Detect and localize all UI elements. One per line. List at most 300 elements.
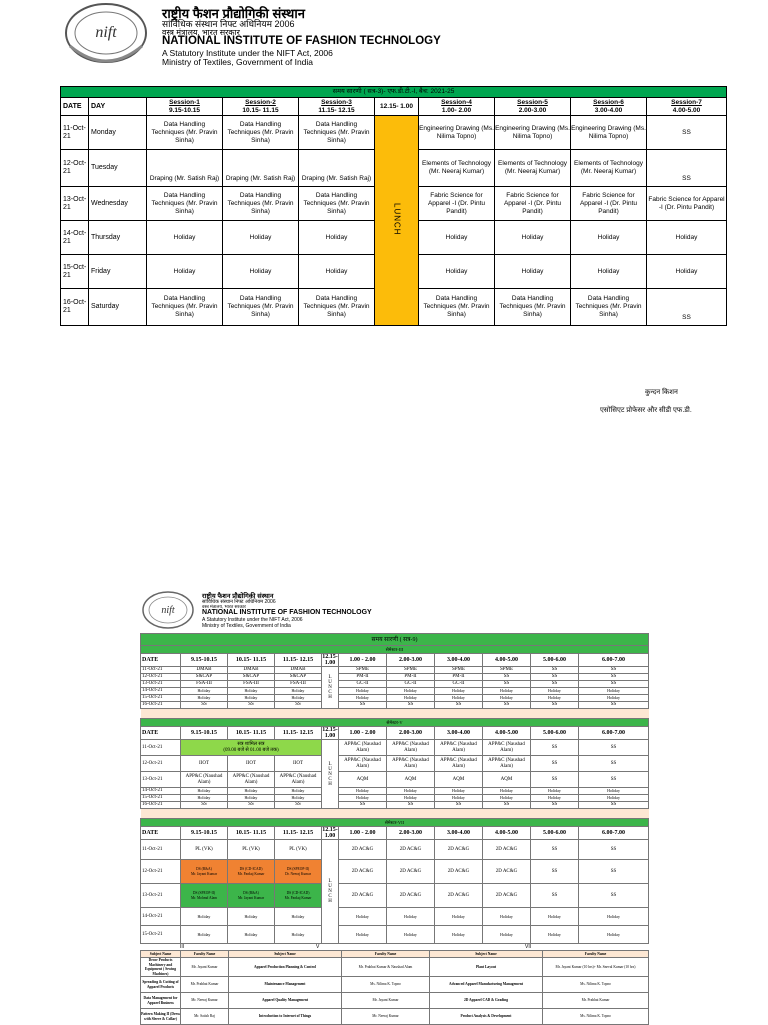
- class-cell: SS: [181, 702, 228, 709]
- elective-subject: DS (CD-ICAD): [286, 891, 310, 896]
- elective-faculty: Mr. Pankaj Kumar: [237, 871, 265, 876]
- class-cell: 2D AC&G: [483, 840, 531, 860]
- class-cell: Holiday: [147, 221, 223, 255]
- class-cell: 2D AC&G: [435, 840, 483, 860]
- table-row: [141, 688, 649, 695]
- class-cell: AQM: [483, 772, 531, 788]
- col-date: DATE: [141, 654, 181, 667]
- subject-cell: Spreading & Cutting of Apparel Products: [141, 977, 181, 993]
- col-time: 9.15-10.15: [181, 654, 228, 667]
- faculty-cell: Ms. Nilima K. Topno: [543, 1009, 649, 1025]
- class-cell: Holiday: [419, 221, 495, 255]
- lunch-letter: H: [328, 781, 332, 787]
- table-row: [141, 926, 649, 944]
- faculty-cell: Mr. Jayant Kumar (10 hrs)+ Mr. Sneval Kumar (10 hrs): [543, 958, 649, 977]
- class-cell: Holiday: [181, 688, 228, 695]
- class-cell: SS: [339, 802, 387, 809]
- class-cell: Holiday: [483, 788, 531, 795]
- statutory-line: A Statutory Institute under the NIFT Act, 2006: [162, 48, 333, 58]
- col-time: 4.00-5.00: [483, 727, 531, 740]
- class-cell: Holiday: [275, 795, 322, 802]
- header-row: [61, 98, 727, 116]
- class-cell: Holiday: [339, 926, 387, 944]
- col-time: 10.15- 11.15: [228, 727, 275, 740]
- table-row: [141, 674, 649, 681]
- roman-label: V: [316, 944, 320, 950]
- timetable-title: समय सारणी ( सत्र-3)- एफ.डी.टी.-I, बैच: 2021-25: [61, 87, 727, 98]
- table-row: [141, 977, 649, 993]
- elective-cell: [275, 860, 322, 884]
- class-cell: SS: [531, 802, 579, 809]
- class-cell: Holiday: [299, 255, 375, 289]
- lunch-column: LUNCH: [375, 116, 419, 326]
- col-header: Subject Name: [141, 951, 181, 958]
- table-row: [141, 695, 649, 702]
- col-day: DAY: [89, 98, 147, 116]
- date-cell: 11-Oct-21: [141, 740, 181, 756]
- class-cell: Holiday: [181, 795, 228, 802]
- date-cell: 11-Oct-21: [61, 116, 89, 150]
- class-cell: SS: [387, 702, 435, 709]
- elective-faculty: Mr. Pankaj Kumar: [284, 895, 312, 900]
- class-cell: Draping (Mr. Satish Raj): [299, 150, 375, 187]
- semester-label: सेमेस्टर-V: [141, 719, 649, 727]
- col-time: 11.15- 12.15: [275, 654, 322, 667]
- class-cell: Fabric Science for Apparel -I (Dr. Pintu Pandit): [419, 187, 495, 221]
- class-cell: Data Handling Techniques (Mr. Pravin Sinha): [223, 116, 299, 150]
- col-time: 9.15-10.15: [181, 827, 228, 840]
- col-header: Subject Name: [229, 951, 342, 958]
- class-cell: APP&C (Naushad Alam): [181, 772, 228, 788]
- subject-cell: Decor Products Machinery and Equipment ( Sewing Machines): [141, 958, 181, 977]
- class-cell: IIOT: [275, 756, 322, 772]
- date-cell: 14-Oct-21: [141, 908, 181, 926]
- class-cell: SS: [531, 674, 579, 681]
- class-cell: PL (VK): [275, 840, 322, 860]
- elective-faculty: Mr. Mohmd Alam: [190, 895, 218, 900]
- table-row: [141, 802, 649, 809]
- class-cell: SS: [483, 702, 531, 709]
- class-cell: Holiday: [647, 255, 727, 289]
- class-cell: 2D AC&G: [339, 860, 387, 884]
- class-cell: SS: [579, 702, 649, 709]
- semester-label: सेमेस्टर-III: [141, 646, 649, 654]
- class-cell: APP&C (Naushad Alam): [483, 740, 531, 756]
- class-cell: APP&C (Naushad Alam): [387, 756, 435, 772]
- class-cell: Holiday: [495, 255, 571, 289]
- class-cell: Elements of Technology (Mr. Neeraj Kumar): [495, 150, 571, 187]
- class-cell: FSA-III: [275, 681, 322, 688]
- table-row: [141, 756, 649, 772]
- day-cell: Tuesday: [89, 150, 147, 187]
- class-cell: Holiday: [228, 688, 275, 695]
- class-cell: APP&C (Naushad Alam): [387, 740, 435, 756]
- class-cell: Holiday: [531, 688, 579, 695]
- class-cell: SS: [579, 840, 649, 860]
- timetable-semester-3: [60, 86, 727, 326]
- class-cell: Holiday: [228, 908, 275, 926]
- class-cell: Holiday: [228, 788, 275, 795]
- subject-rows: [141, 958, 649, 1025]
- class-cell: Holiday: [275, 788, 322, 795]
- class-cell: SS: [531, 860, 579, 884]
- class-cell: Holiday: [435, 795, 483, 802]
- class-cell: SS: [531, 702, 579, 709]
- class-cell: 2D AC&G: [435, 860, 483, 884]
- semester-5-rows: [141, 740, 649, 809]
- semester-label: सेमेस्टर-VII: [141, 819, 649, 827]
- class-cell: Holiday: [387, 795, 435, 802]
- class-cell: Holiday: [181, 908, 228, 926]
- elective-cell: [181, 884, 228, 908]
- date-cell: 15-Oct-21: [61, 255, 89, 289]
- col-header: Faculty Name: [342, 951, 430, 958]
- subject-cell: 2D Apparel CAD & Grading: [430, 993, 543, 1009]
- faculty-cell: Ms. Nilima K. Topno: [342, 977, 430, 993]
- class-cell: SS: [228, 802, 275, 809]
- col-time: 2.00-3.00: [387, 827, 435, 840]
- class-cell: Holiday: [435, 788, 483, 795]
- col-time: 3.00-4.00: [435, 727, 483, 740]
- nift-logo-seal: [60, 2, 152, 64]
- svg-text:nift: nift: [161, 605, 175, 616]
- lunch-column: [322, 667, 339, 709]
- date-cell: 12-Oct-21: [141, 674, 181, 681]
- class-cell: Holiday: [435, 908, 483, 926]
- class-cell: SS: [579, 772, 649, 788]
- col-time: 6.00-7.00: [579, 654, 649, 667]
- roman-label: III: [180, 944, 185, 950]
- class-cell: Holiday: [223, 255, 299, 289]
- class-cell: Holiday: [228, 695, 275, 702]
- class-cell: APP&C (Naushad Alam): [435, 756, 483, 772]
- class-cell: 2D AC&G: [387, 840, 435, 860]
- header-row: [141, 727, 649, 740]
- col-session-6: Session-6 3.00-4.00: [571, 98, 647, 116]
- class-cell: Draping (Mr. Satish Raj): [223, 150, 299, 187]
- class-cell: PM-II: [435, 674, 483, 681]
- ministry-line: Ministry of Textiles, Government of India: [162, 57, 314, 67]
- class-cell: GC-II: [387, 681, 435, 688]
- table-row: [141, 958, 649, 977]
- faculty-cell: Mr. Neeraj Kumar: [342, 1009, 430, 1025]
- class-cell: PL (VK): [228, 840, 275, 860]
- lunch-letter: C: [328, 894, 332, 899]
- svg-text:nift: nift: [95, 24, 117, 41]
- lunch-letter: N: [328, 889, 332, 894]
- class-cell: SS: [647, 116, 727, 150]
- elective-cell: [181, 860, 228, 884]
- class-cell: Holiday: [275, 908, 322, 926]
- merged-session-time: (09.00 बजे से 01.00 बजे तक): [223, 747, 279, 753]
- faculty-cell: Ms. Nilima K. Topno: [543, 977, 649, 993]
- class-cell: Holiday: [483, 695, 531, 702]
- faculty-cell: Mr. Jayant Kumar: [181, 958, 229, 977]
- lunch-letter: L: [328, 761, 332, 767]
- elective-subject: DS (SPEOP-II): [192, 891, 216, 896]
- institute-title: NATIONAL INSTITUTE OF FASHION TECHNOLOGY: [202, 609, 372, 616]
- class-cell: SS: [579, 667, 649, 674]
- col-time: 1.00 - 2.00: [339, 654, 387, 667]
- subject-cell: Apparel Quality Management: [229, 993, 342, 1009]
- class-cell: Elements of Technology (Mr. Neeraj Kumar): [419, 150, 495, 187]
- date-cell: 11-Oct-21: [141, 840, 181, 860]
- lunch-letter: U: [328, 884, 332, 889]
- class-cell: SS: [275, 702, 322, 709]
- institute-header: [60, 2, 441, 67]
- date-cell: 15-Oct-21: [141, 695, 181, 702]
- class-cell: Fabric Science for Apparel -I (Dr. Pintu Pandit): [495, 187, 571, 221]
- date-cell: 16-Oct-21: [141, 802, 181, 809]
- day-cell: Friday: [89, 255, 147, 289]
- date-cell: 13-Oct-21: [141, 772, 181, 788]
- class-cell: Engineering Drawing (Ms. Nilima Topno): [419, 116, 495, 150]
- faculty-cell: Mr. Satish Raj: [181, 1009, 229, 1025]
- table-row: [141, 772, 649, 788]
- class-cell: Holiday: [579, 795, 649, 802]
- class-cell: GC-II: [435, 681, 483, 688]
- class-cell: Holiday: [339, 788, 387, 795]
- col-session-5: Session-5 2.00-3.00: [495, 98, 571, 116]
- class-cell: Fabric Science for Apparel -I (Dr. Pintu Pandit): [571, 187, 647, 221]
- roman-label: VII: [525, 944, 532, 950]
- col-date: DATE: [141, 727, 181, 740]
- header-row: [141, 654, 649, 667]
- col-session-3: Session-3 11.15- 12.15: [299, 98, 375, 116]
- col-time: 11.15- 12.15: [275, 727, 322, 740]
- class-cell: Holiday: [571, 221, 647, 255]
- lunch-letter: L: [328, 675, 332, 680]
- class-cell: Data Handling Techniques (Mr. Pravin Sinha): [419, 289, 495, 326]
- class-cell: PL (VK): [181, 840, 228, 860]
- class-cell: Data Handling Techniques (Mr. Pravin Sinha): [147, 187, 223, 221]
- class-cell: 2D AC&G: [483, 860, 531, 884]
- faculty-cell: Mr. Prabhat Kumar: [181, 977, 229, 993]
- col-time: 11.15- 12.15: [275, 827, 322, 840]
- col-time: 5.00-6.00: [531, 827, 579, 840]
- spacer: [141, 809, 649, 819]
- class-cell: IIOT: [228, 756, 275, 772]
- class-cell: AQM: [435, 772, 483, 788]
- class-cell: PM-II: [387, 674, 435, 681]
- class-cell: Holiday: [275, 926, 322, 944]
- class-cell: Holiday: [339, 688, 387, 695]
- class-cell: Holiday: [228, 795, 275, 802]
- semester-3-rows: [141, 667, 649, 709]
- elective-subject: DS (SPEOP-II): [286, 867, 310, 872]
- lunch-column: [322, 740, 339, 809]
- class-cell: Holiday: [647, 221, 727, 255]
- class-cell: Data Handling Techniques (Mr. Pravin Sinha): [495, 289, 571, 326]
- class-cell: 2D AC&G: [483, 884, 531, 908]
- class-cell: Holiday: [419, 255, 495, 289]
- class-cell: 2D AC&G: [435, 884, 483, 908]
- col-time: 1.00 - 2.00: [339, 827, 387, 840]
- lunch-letter: U: [328, 766, 332, 772]
- class-cell: AQM: [387, 772, 435, 788]
- elective-faculty: Mr. Jayant Kumar: [237, 895, 265, 900]
- date-cell: 14-Oct-21: [61, 221, 89, 255]
- class-cell: Holiday: [435, 688, 483, 695]
- table-row: [141, 908, 649, 926]
- date-cell: 16-Oct-21: [61, 289, 89, 326]
- class-cell: Data Handling Techniques (Mr. Pravin Sinha): [147, 289, 223, 326]
- hindi-subtitle: सांविधिक संस्थान निफ्ट अधिनियम 2006: [162, 19, 295, 29]
- col-time: 12.15- 1.00: [322, 654, 338, 666]
- subject-cell: Introduction to Internet of Things: [229, 1009, 342, 1025]
- class-cell: Holiday: [483, 926, 531, 944]
- timetable-grid: [140, 633, 649, 944]
- faculty-cell: Mr. Prabhat Kumar & Naushad Alam: [342, 958, 430, 977]
- class-cell: APP&C (Naushad Alam): [483, 756, 531, 772]
- class-cell: SS: [339, 702, 387, 709]
- class-cell: SS: [579, 681, 649, 688]
- date-cell: 11-Oct-21: [141, 667, 181, 674]
- date-cell: 12-Oct-21: [141, 756, 181, 772]
- table-row: [141, 795, 649, 802]
- elective-faculty: Dr. Neeraj Kumar: [285, 871, 311, 876]
- table-row: [141, 788, 649, 795]
- class-cell: Holiday: [275, 695, 322, 702]
- class-cell: Data Handling Techniques (Mr. Pravin Sinha): [299, 187, 375, 221]
- class-cell: Holiday: [531, 695, 579, 702]
- table-row: [141, 740, 649, 756]
- class-cell: APP&C (Naushad Alam): [228, 772, 275, 788]
- col-date: DATE: [61, 98, 89, 116]
- class-cell: Holiday: [228, 926, 275, 944]
- class-cell: SS: [647, 289, 727, 326]
- class-cell: SS: [435, 802, 483, 809]
- table-row: [141, 681, 649, 688]
- class-cell: 2D AC&G: [339, 884, 387, 908]
- class-cell: Holiday: [387, 908, 435, 926]
- col-time: 2.00-3.00: [387, 727, 435, 740]
- col-time: 9.15-10.15: [181, 727, 228, 740]
- class-cell: SS: [483, 681, 531, 688]
- class-cell: Draping (Mr. Satish Raj): [147, 150, 223, 187]
- class-cell: Engineering Drawing (Ms. Nilima Topno): [495, 116, 571, 150]
- subject-cell: Plant Layout: [430, 958, 543, 977]
- semester-roman-labels: [140, 944, 648, 950]
- class-cell: DMAB: [275, 667, 322, 674]
- class-cell: FSA-III: [228, 681, 275, 688]
- col-date: DATE: [141, 827, 181, 840]
- subject-cell: Product Analysis & Development: [430, 1009, 543, 1025]
- lunch-letter: L: [328, 879, 332, 884]
- elective-subject: DS (CD-ICAD): [239, 867, 263, 872]
- class-cell: SS: [647, 150, 727, 187]
- class-cell: Data Handling Techniques (Mr. Pravin Sinha): [223, 289, 299, 326]
- col-time: 5.00-6.00: [531, 727, 579, 740]
- col-session-2: Session-2 10.15- 11.15: [223, 98, 299, 116]
- class-cell: SPME: [387, 667, 435, 674]
- hindi-title: राष्ट्रीय फैशन प्रौद्योगिकी संस्थान: [162, 6, 305, 21]
- class-cell: SS: [579, 740, 649, 756]
- class-cell: Data Handling Techniques (Mr. Pravin Sinha): [223, 187, 299, 221]
- col-time: 4.00-5.00: [483, 654, 531, 667]
- merged-session-title: सत्र शामिल सत्र: [237, 741, 265, 747]
- date-cell: 13-Oct-21: [141, 884, 181, 908]
- col-time: 1.00 - 2.00: [339, 727, 387, 740]
- timetable-title: समय सारणी ( सत्र-9): [141, 634, 649, 646]
- class-cell: FSA-III: [181, 681, 228, 688]
- class-cell: SS: [181, 802, 228, 809]
- class-cell: SS: [387, 802, 435, 809]
- day-cell: Saturday: [89, 289, 147, 326]
- class-cell: S&CAP: [228, 674, 275, 681]
- lunch-letter: U: [328, 680, 332, 685]
- institute-header-small: [140, 590, 372, 630]
- faculty-cell: Mr. Neeraj Kumar: [181, 993, 229, 1009]
- class-cell: Holiday: [339, 795, 387, 802]
- col-time: 3.00-4.00: [435, 827, 483, 840]
- col-time: 12.15- 1.00: [322, 827, 338, 839]
- signature-title: एसोसिएट प्रोफेसर और सीडी एफ.डी.: [600, 407, 692, 414]
- class-cell: Holiday: [579, 788, 649, 795]
- class-cell: Holiday: [147, 255, 223, 289]
- date-cell: 15-Oct-21: [141, 926, 181, 944]
- table-row: [141, 702, 649, 709]
- class-cell: SS: [483, 674, 531, 681]
- class-cell: SS: [531, 667, 579, 674]
- elective-faculty: Mr. Jayant Kumar: [190, 871, 218, 876]
- class-cell: Holiday: [339, 908, 387, 926]
- date-cell: 12-Oct-21: [141, 860, 181, 884]
- elective-subject: DS (R&A): [243, 891, 259, 896]
- class-cell: SS: [579, 674, 649, 681]
- col-lunch-time: 12.15- 1.00: [375, 98, 419, 116]
- lunch-column: [322, 840, 339, 944]
- semester-7-rows: [141, 840, 649, 944]
- spacer: [141, 709, 649, 719]
- class-cell: Holiday: [579, 926, 649, 944]
- class-cell: Holiday: [483, 795, 531, 802]
- class-cell: Data Handling Techniques (Mr. Pravin Sinha): [299, 289, 375, 326]
- col-time: 3.00-4.00: [435, 654, 483, 667]
- subject-cell: Pattern Making II (Dress with Sleeve & Collar): [141, 1009, 181, 1025]
- lunch-letter: H: [328, 899, 332, 904]
- col-session-1: Session-1 9.15-10.15: [147, 98, 223, 116]
- ministry-line: Ministry of Textiles, Government of India: [202, 623, 291, 629]
- elective-cell: [228, 884, 275, 908]
- class-cell: Holiday: [299, 221, 375, 255]
- class-cell: AQM: [339, 772, 387, 788]
- col-header: Faculty Name: [181, 951, 229, 958]
- class-cell: Holiday: [435, 926, 483, 944]
- class-cell: SS: [275, 802, 322, 809]
- class-cell: APP&C (Naushad Alam): [339, 756, 387, 772]
- class-cell: GC-II: [339, 681, 387, 688]
- class-cell: SS: [531, 681, 579, 688]
- class-cell: Holiday: [531, 908, 579, 926]
- subject-cell: Advanced Apparel Manufacturing Management: [430, 977, 543, 993]
- class-cell: Holiday: [181, 695, 228, 702]
- class-cell: Holiday: [531, 788, 579, 795]
- table-row: [61, 116, 727, 150]
- date-cell: 16-Oct-21: [141, 702, 181, 709]
- class-cell: S&CAP: [275, 674, 322, 681]
- date-cell: 15-Oct-21: [141, 795, 181, 802]
- col-session-7: Session-7 4.00-5.00: [647, 98, 727, 116]
- class-cell: Holiday: [387, 688, 435, 695]
- class-cell: Data Handling Techniques (Mr. Pravin Sinha): [147, 116, 223, 150]
- class-cell: Holiday: [181, 926, 228, 944]
- class-cell: SS: [531, 740, 579, 756]
- subject-cell: Data Management for Apparel Business: [141, 993, 181, 1009]
- col-time: 6.00-7.00: [579, 727, 649, 740]
- nift-logo-seal: [140, 590, 196, 630]
- statutory-line: A Statutory Institute under the NIFT Act, 2006: [202, 617, 303, 623]
